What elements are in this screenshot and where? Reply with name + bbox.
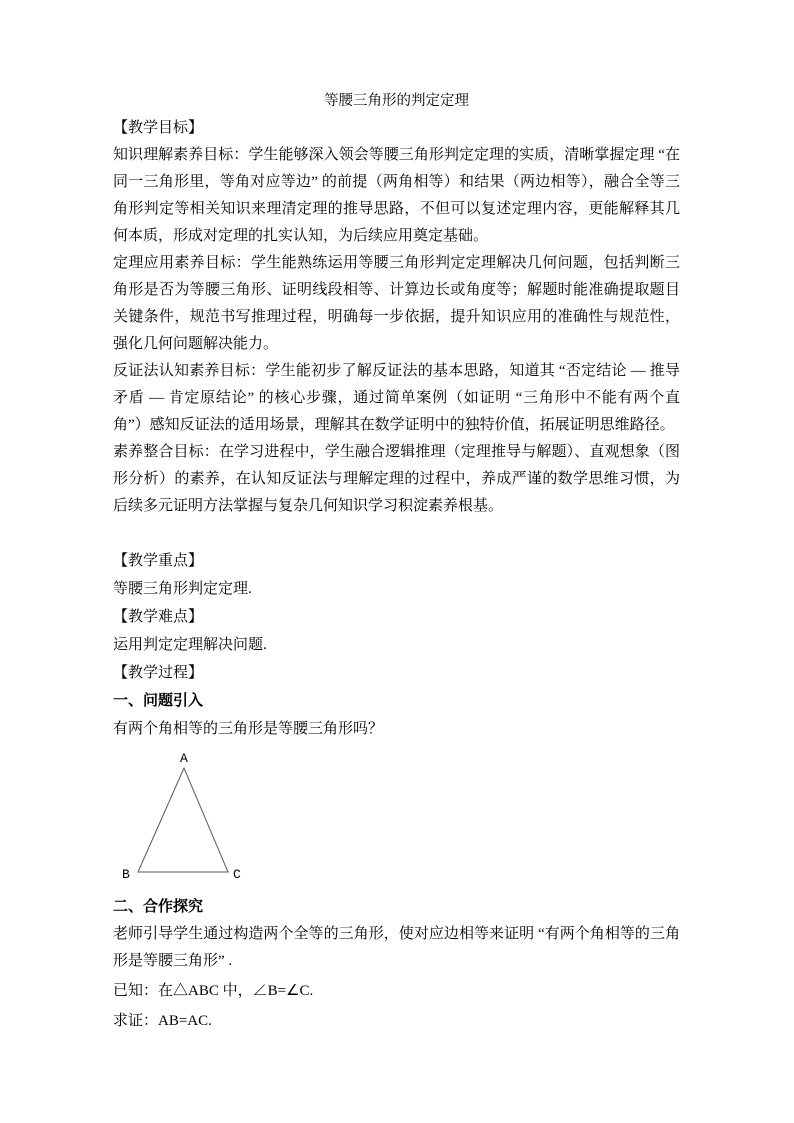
given-statement: 已知：在△ABC 中，∠B=∠C. (113, 983, 314, 999)
triangle-shape (138, 768, 228, 872)
goal-paragraph-proof-by-contradiction: 反证法认知素养目标：学生能初步了解反证法的基本思路，知道其 “否定结论 — 推导矛盾 — 肯定原结论” 的核心步骤，通过简单案例（如证明 “三角形中不能有两个直角”）感知反证法的适用场景，理解其在数学证明中的独特价值，拓展证明思维路径。 (113, 363, 680, 433)
goal-paragraph-application: 定理应用素养目标：学生能熟练运用等腰三角形判定定理解决几何问题，包括判断三角形是否为等腰三角形、证明线段相等、计算边长或角度等；解题时能准确提取题目关键条件，规范书写推理过程，明确每一步依据，提升知识应用的准确性与规范性，强化几何问题解决能力。 (113, 255, 680, 352)
section-label-key-points: 【教学重点】 (113, 553, 204, 569)
difficulties-text: 运用判定定理解决问题. (113, 637, 267, 653)
key-points-text: 等腰三角形判定定理. (113, 581, 252, 597)
triangle-diagram (120, 748, 270, 884)
document-content (113, 88, 680, 1035)
vertex-label-a: A (180, 751, 188, 766)
introduction-question: 有两个角相等的三角形是等腰三角形吗？ (113, 721, 384, 737)
goal-paragraph-knowledge: 知识理解素养目标：学生能够深入领会等腰三角形判定定理的实质，清晰掌握定理 “在同一三角形里，等角对应等边” 的前提（两角相等）和结果（两边相等），融合全等三角形判定等相关知识来理清定理的推导思路，不但可以复述定理内容，更能解释其几何本质，形成对定理的扎实认知，为后续应用奠定基础。 (113, 147, 680, 244)
section-label-difficulties: 【教学难点】 (113, 609, 204, 625)
blank-line (113, 520, 680, 547)
triangle-figure (120, 748, 270, 884)
vertex-label-c: C (233, 867, 241, 882)
goal-paragraph-integration: 素养整合目标：在学习进程中，学生融合逻辑推理（定理推导与解题）、直观想象（图形分析）的素养，在认知反证法与理解定理的过程中，养成严谨的数学思维习惯，为后续多元证明方法掌握与复杂几何知识学习积淀素养根基。 (113, 444, 680, 514)
vertex-label-b: B (122, 867, 130, 882)
prove-statement: 求证：AB=AC. (113, 1013, 212, 1029)
section-label-teaching-goals: 【教学目标】 (113, 120, 204, 136)
section-label-teaching-process: 【教学过程】 (113, 665, 204, 681)
heading-cooperative-exploration: 二、合作探究 (113, 899, 204, 915)
exploration-paragraph: 老师引导学生通过构造两个全等的三角形，使对应边相等来证明 “有两个角相等的三角形是等腰三角形” . (113, 926, 680, 969)
document-title: 等腰三角形的判定定理 (324, 93, 469, 109)
heading-problem-introduction: 一、问题引入 (113, 693, 204, 709)
